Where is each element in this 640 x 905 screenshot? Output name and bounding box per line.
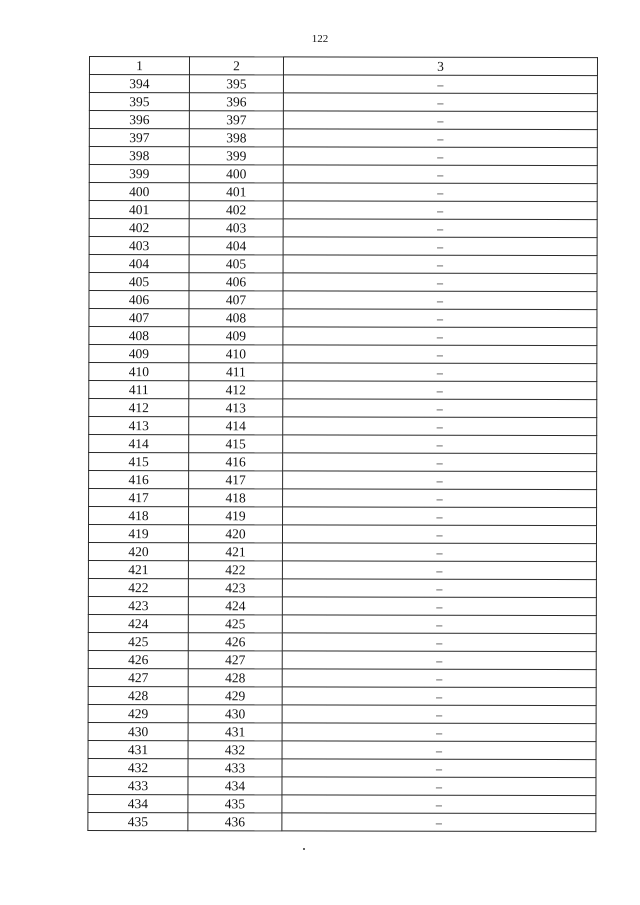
table-cell-col-1: 435 xyxy=(88,812,188,830)
table-cell-col-2: 427 xyxy=(188,651,282,669)
table-row xyxy=(88,686,596,705)
table-cell-col-1: 418 xyxy=(89,507,189,525)
table-cell-col-1: 397 xyxy=(89,129,189,147)
table-row xyxy=(89,363,597,382)
table-cell-col-1: 407 xyxy=(89,309,189,327)
table-cell-col-2: 434 xyxy=(188,777,282,795)
table-cell-col-2: 397 xyxy=(189,111,283,129)
table-cell-col-3: – xyxy=(282,705,596,724)
table-row xyxy=(88,794,596,813)
table-cell-col-2: 423 xyxy=(188,579,282,597)
table-cell-col-2: 396 xyxy=(189,93,283,111)
table-cell-col-3: – xyxy=(283,255,597,274)
table-cell-col-2: 409 xyxy=(189,327,283,345)
table-cell-col-1: 402 xyxy=(89,219,189,237)
table-cell-col-3: – xyxy=(283,183,597,202)
table-row xyxy=(88,614,596,633)
table-row xyxy=(89,255,597,274)
table-row xyxy=(88,525,596,544)
table-cell-col-1: 416 xyxy=(89,471,189,489)
table-row xyxy=(89,273,597,292)
table-row xyxy=(88,722,596,741)
table-row xyxy=(88,758,596,777)
table-cell-col-2: 399 xyxy=(189,147,283,165)
table-cell-col-3: – xyxy=(283,363,597,382)
table-cell-col-1: 408 xyxy=(89,327,189,345)
table-cell-col-3: – xyxy=(283,489,597,508)
table-cell-col-1: 409 xyxy=(89,345,189,363)
table-cell-col-3: – xyxy=(283,165,597,184)
table-cell-col-2: 411 xyxy=(189,363,283,381)
table-cell-col-2: 395 xyxy=(189,75,283,93)
table-header xyxy=(89,57,597,76)
table-cell-col-2: 401 xyxy=(189,183,283,201)
table-cell-col-3: – xyxy=(283,507,597,526)
table-row xyxy=(89,183,597,202)
table-cell-col-3: – xyxy=(282,741,596,760)
table-cell-col-3: – xyxy=(282,525,596,544)
table-cell-col-1: 394 xyxy=(89,75,189,93)
table-cell-col-1: 431 xyxy=(88,740,188,758)
table-row xyxy=(89,93,597,112)
table-row xyxy=(89,75,597,94)
table-cell-col-1: 427 xyxy=(88,668,188,686)
table-cell-col-1: 428 xyxy=(88,686,188,704)
table-cell-col-1: 399 xyxy=(89,165,189,183)
table-row xyxy=(89,327,597,346)
table-cell-col-1: 395 xyxy=(89,93,189,111)
table-cell-col-3: – xyxy=(282,597,596,616)
table-body xyxy=(88,75,598,832)
table-cell-col-1: 411 xyxy=(89,381,189,399)
table-cell-col-3: – xyxy=(283,453,597,472)
table-row xyxy=(89,237,597,256)
table-row xyxy=(89,345,597,364)
table-cell-col-2: 408 xyxy=(189,309,283,327)
table-row xyxy=(88,650,596,669)
table-cell-col-2: 428 xyxy=(188,669,282,687)
table-cell-col-3: – xyxy=(282,777,596,796)
table-cell-col-3: – xyxy=(282,759,596,778)
table-cell-col-3: – xyxy=(282,615,596,634)
table-row xyxy=(88,543,596,562)
table-row xyxy=(89,507,597,526)
table-cell-col-3: – xyxy=(283,381,597,400)
table-cell-col-3: – xyxy=(283,93,597,112)
data-table xyxy=(87,56,598,832)
table-row xyxy=(89,219,597,238)
table-cell-col-2: 400 xyxy=(189,165,283,183)
table-row xyxy=(88,560,596,579)
table-cell-col-3: – xyxy=(283,111,597,130)
table-cell-col-3: – xyxy=(283,147,597,166)
table-row xyxy=(89,399,597,418)
table-cell-col-3: – xyxy=(283,75,597,94)
table-row xyxy=(88,776,596,795)
table-cell-col-1: 413 xyxy=(89,417,189,435)
table-cell-col-2: 419 xyxy=(189,507,283,525)
table-cell-col-2: 403 xyxy=(189,219,283,237)
table-cell-col-3: – xyxy=(283,273,597,292)
table-cell-col-2: 433 xyxy=(188,759,282,777)
page-number: 122 xyxy=(311,33,329,45)
table-cell-col-2: 424 xyxy=(188,597,282,615)
table-cell-col-2: 429 xyxy=(188,687,282,705)
table-row xyxy=(88,632,596,651)
table-cell-col-3: – xyxy=(283,417,597,436)
table-cell-col-1: 415 xyxy=(89,453,189,471)
table-cell-col-3: – xyxy=(282,633,596,652)
table-cell-col-1: 417 xyxy=(89,489,189,507)
column-header-3: 3 xyxy=(283,57,597,76)
table-cell-col-2: 404 xyxy=(189,237,283,255)
table-row xyxy=(89,291,597,310)
table-cell-col-3: – xyxy=(283,201,597,220)
table-row xyxy=(89,489,597,508)
table-cell-col-1: 405 xyxy=(89,273,189,291)
table-cell-col-3: – xyxy=(283,345,597,364)
table-cell-col-1: 425 xyxy=(88,632,188,650)
table-cell-col-3: – xyxy=(282,723,596,742)
table-cell-col-3: – xyxy=(283,399,597,418)
table-row xyxy=(89,417,597,436)
table-cell-col-1: 421 xyxy=(88,560,188,578)
table-cell-col-2: 405 xyxy=(189,255,283,273)
table-cell-col-2: 402 xyxy=(189,201,283,219)
table-cell-col-2: 414 xyxy=(189,417,283,435)
table-cell-col-1: 420 xyxy=(88,543,188,561)
table-cell-col-1: 424 xyxy=(88,614,188,632)
table-row xyxy=(89,165,597,184)
table-row xyxy=(89,435,597,454)
table-row xyxy=(88,578,596,597)
table-cell-col-3: – xyxy=(283,291,597,310)
table-cell-col-2: 421 xyxy=(188,543,282,561)
table-cell-col-2: 436 xyxy=(188,813,282,831)
header-row xyxy=(89,57,597,76)
table-cell-col-2: 430 xyxy=(188,705,282,723)
table-cell-col-3: – xyxy=(282,669,596,688)
table-cell-col-2: 407 xyxy=(189,291,283,309)
table-cell-col-3: – xyxy=(282,561,596,580)
table-row xyxy=(89,381,597,400)
table-cell-col-2: 435 xyxy=(188,795,282,813)
table-row xyxy=(88,704,596,723)
table-cell-col-2: 416 xyxy=(189,453,283,471)
table-cell-col-1: 412 xyxy=(89,399,189,417)
table-cell-col-3: – xyxy=(282,687,596,706)
table-cell-col-3: – xyxy=(283,129,597,148)
table-row xyxy=(89,111,597,130)
table-row xyxy=(88,740,596,759)
table-cell-col-1: 404 xyxy=(89,255,189,273)
table-cell-col-3: – xyxy=(283,219,597,238)
table-cell-col-2: 398 xyxy=(189,129,283,147)
table-cell-col-3: – xyxy=(283,471,597,490)
table-row xyxy=(89,129,597,148)
table-cell-col-3: – xyxy=(283,327,597,346)
table-cell-col-1: 426 xyxy=(88,650,188,668)
table-cell-col-1: 403 xyxy=(89,237,189,255)
table-cell-col-2: 418 xyxy=(189,489,283,507)
table-cell-col-1: 434 xyxy=(88,794,188,812)
table-cell-col-1: 430 xyxy=(88,722,188,740)
table-cell-col-1: 410 xyxy=(89,363,189,381)
table-cell-col-3: – xyxy=(283,435,597,454)
column-header-2: 2 xyxy=(189,57,283,75)
table-cell-col-3: – xyxy=(282,795,596,814)
table-cell-col-2: 417 xyxy=(189,471,283,489)
table-row xyxy=(89,147,597,166)
table-cell-col-2: 420 xyxy=(188,525,282,543)
table-row xyxy=(89,453,597,472)
table-cell-col-2: 426 xyxy=(188,633,282,651)
table-cell-col-1: 401 xyxy=(89,201,189,219)
table-cell-col-3: – xyxy=(282,813,596,832)
table-cell-col-1: 419 xyxy=(88,525,188,543)
table-cell-col-1: 406 xyxy=(89,291,189,309)
table-cell-col-1: 429 xyxy=(88,704,188,722)
table-cell-col-2: 425 xyxy=(188,615,282,633)
table-cell-col-1: 432 xyxy=(88,758,188,776)
table-cell-col-3: – xyxy=(283,309,597,328)
table-cell-col-2: 422 xyxy=(188,561,282,579)
table-cell-col-2: 410 xyxy=(189,345,283,363)
table-cell-col-3: – xyxy=(283,237,597,256)
table-cell-col-3: – xyxy=(282,543,596,562)
table-cell-col-1: 423 xyxy=(88,596,188,614)
table-cell-col-3: – xyxy=(282,579,596,598)
table-row xyxy=(89,201,597,220)
table-row xyxy=(89,471,597,490)
column-header-1: 1 xyxy=(89,57,189,75)
table-cell-col-2: 406 xyxy=(189,273,283,291)
table-cell-col-2: 413 xyxy=(189,399,283,417)
table-cell-col-2: 432 xyxy=(188,741,282,759)
table-cell-col-1: 433 xyxy=(88,776,188,794)
table-row xyxy=(88,668,596,687)
table-cell-col-1: 398 xyxy=(89,147,189,165)
table-row xyxy=(88,812,596,831)
table-cell-col-3: – xyxy=(282,651,596,670)
table-cell-col-1: 422 xyxy=(88,578,188,596)
table-cell-col-2: 415 xyxy=(189,435,283,453)
footer-mark xyxy=(303,848,305,850)
table-cell-col-1: 396 xyxy=(89,111,189,129)
table-cell-col-1: 400 xyxy=(89,183,189,201)
table-cell-col-1: 414 xyxy=(89,435,189,453)
table-cell-col-2: 431 xyxy=(188,723,282,741)
table-cell-col-2: 412 xyxy=(189,381,283,399)
table-row xyxy=(89,309,597,328)
table-row xyxy=(88,596,596,615)
